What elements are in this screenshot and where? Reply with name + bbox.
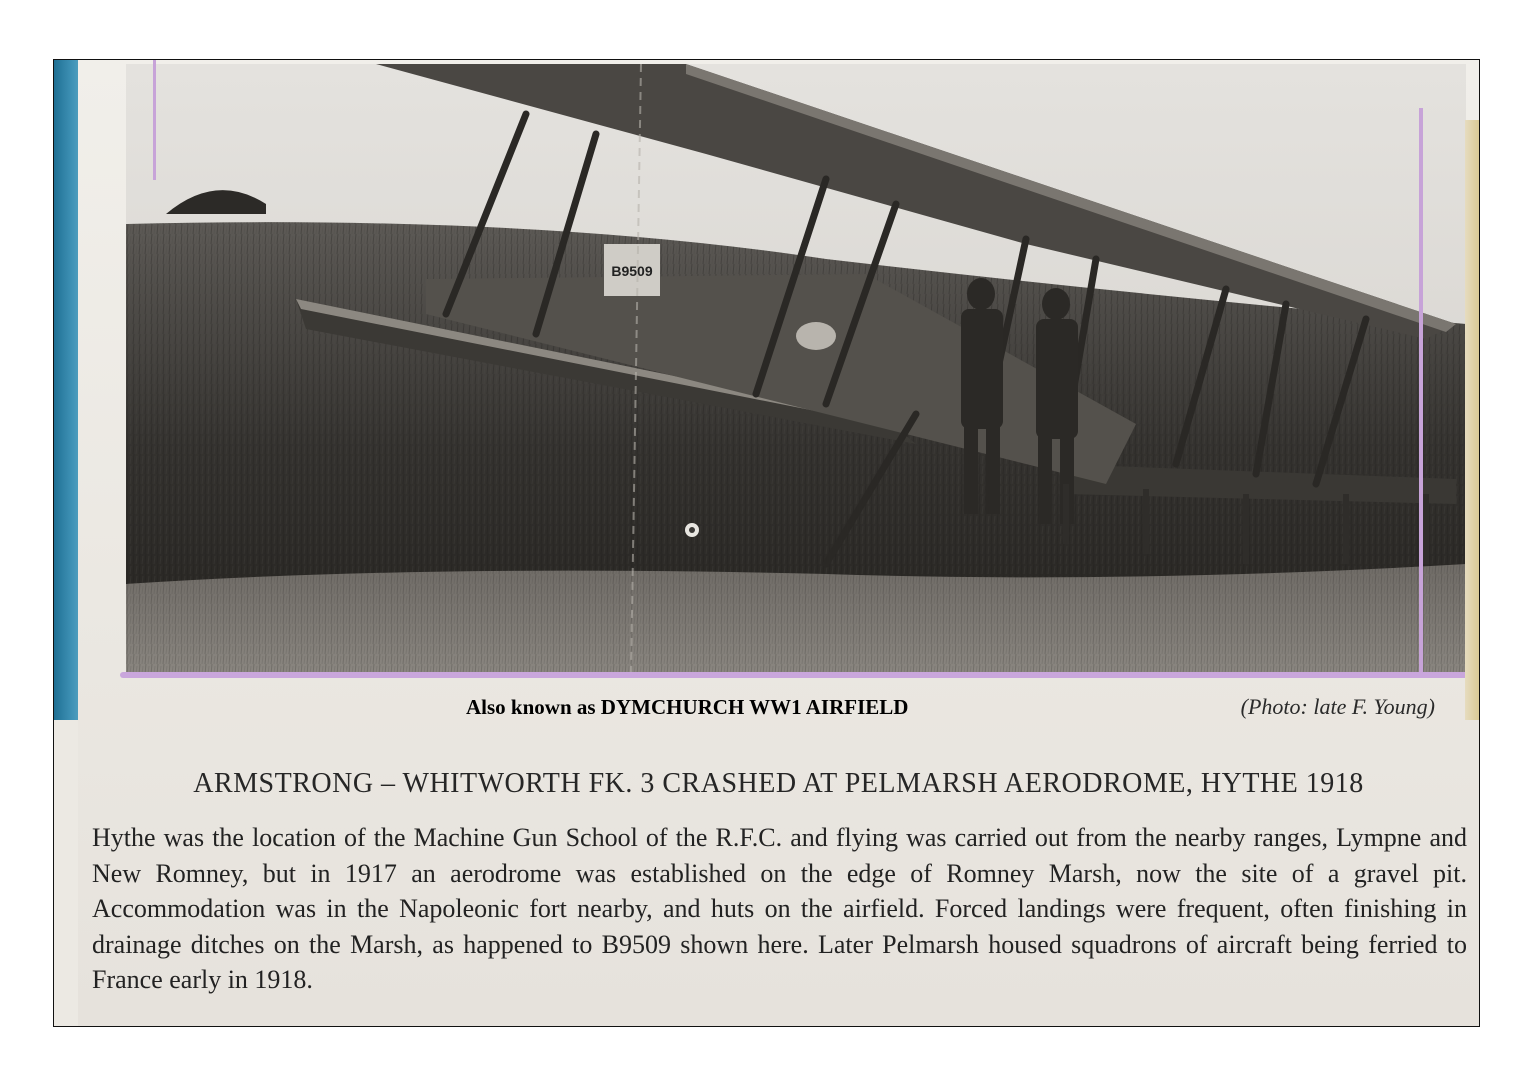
aircraft-serial: B9509 — [611, 263, 653, 279]
article-body: Hythe was the location of the Machine Gun School of the R.F.C. and flying was carried out from the nearby ranges, Lympne and New Romney, but in 1917 an aerodrome was established on the edge of Romney Marsh, now the site of a gravel pit. Accommodation was in the Napoleonic fort nearby, and huts on the airfield. Forced landings were frequent, often finishing in drainage ditches on the Marsh, as happened to B9509 shown here. Later Pelmarsh housed squadrons of aircraft being ferried to France early in 1918. — [92, 823, 1467, 994]
page-edge — [1465, 120, 1479, 720]
clipping-frame — [53, 59, 1480, 1027]
violet-border-line — [153, 60, 156, 180]
crashed-biplane-photo — [126, 64, 1466, 674]
paper-page — [78, 60, 1479, 1026]
article-headline: ARMSTRONG – WHITWORTH FK. 3 CRASHED AT PELMARSH AERODROME, HYTHE 1918 — [193, 768, 1364, 799]
overlay-caption: Also known as DYMCHURCH WW1 AIRFIELD — [466, 695, 909, 719]
violet-border-line — [1419, 108, 1423, 678]
photo-credit: (Photo: late F. Young) — [1240, 694, 1435, 719]
violet-border-line — [120, 672, 1470, 678]
